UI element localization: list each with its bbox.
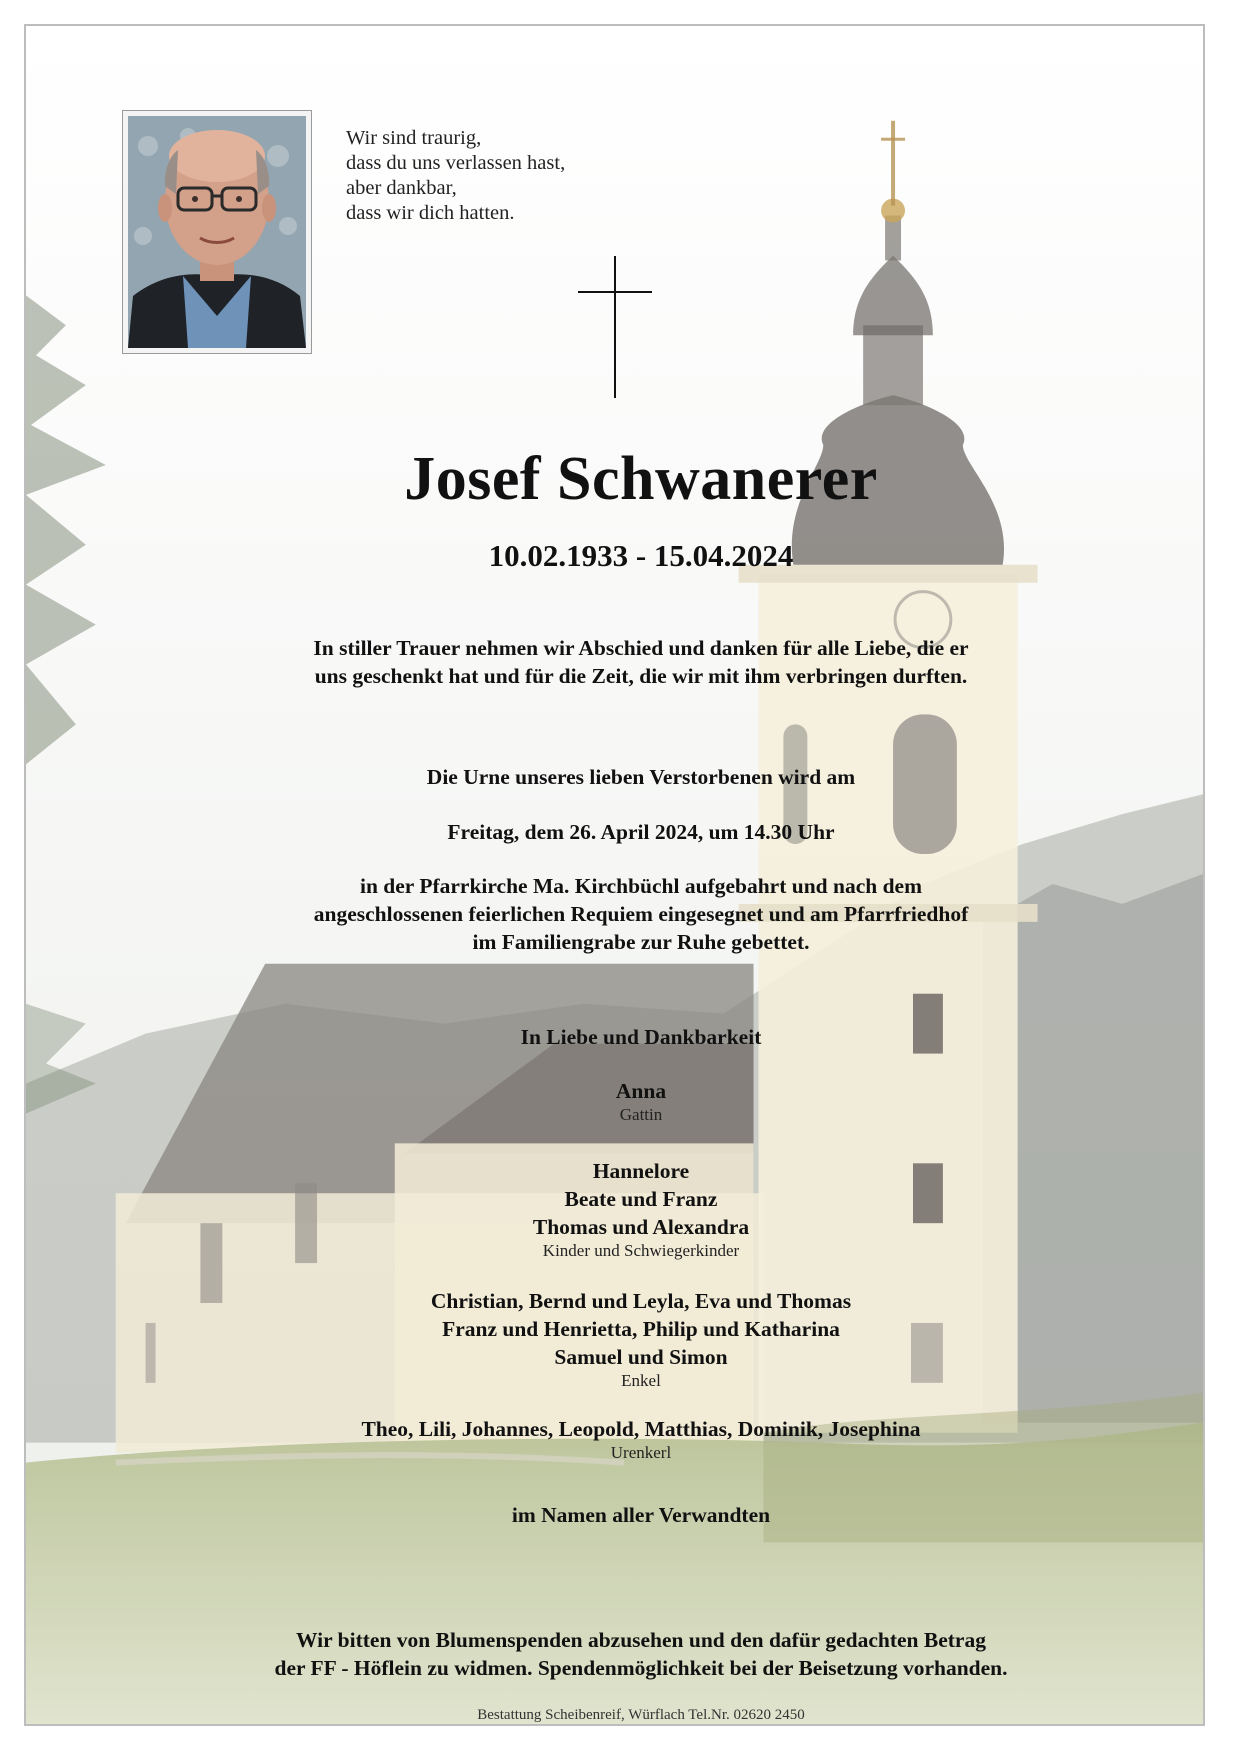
mourner-group-great-grandchildren — [126, 1415, 1156, 1463]
mourner-names: Beate und Franz — [564, 1187, 718, 1211]
donation-line: Wir bitten von Blumenspenden abzusehen und den dafür gedachten Betrag — [296, 1628, 986, 1652]
portrait-image — [128, 116, 306, 348]
ceremony-place — [126, 872, 1156, 956]
mourner-group-spouse — [126, 1077, 1156, 1125]
closing-greeting: In Liebe und Dankbarkeit — [520, 1025, 762, 1049]
ceremony-place-line: in der Pfarrkirche Ma. Kirchbüchl aufgebahrt und nach dem — [359, 874, 922, 898]
poem-line: dass du uns verlassen hast, — [346, 152, 566, 174]
mourner-names: Samuel und Simon — [554, 1345, 728, 1369]
mourner-names: Franz und Henrietta, Philip und Katharina — [442, 1317, 840, 1341]
mourner-group-grandchildren — [126, 1287, 1156, 1391]
intro-line: In stiller Trauer nehmen wir Abschied und danken für alle Liebe, die er — [313, 636, 969, 660]
mourner-names: Hannelore — [592, 1159, 690, 1183]
poem-line: aber dankbar, — [346, 177, 457, 199]
mourner-relation-label: Kinder und Schwiegerkinder — [542, 1241, 740, 1260]
ceremony-intro: Die Urne unseres lieben Verstorbenen wird am — [426, 765, 856, 789]
donation-line: der FF - Höflein zu widmen. Spendenmöglichkeit bei der Beisetzung vorhanden. — [274, 1656, 1008, 1680]
intro-line: uns geschenkt hat und für die Zeit, die wir mit ihm verbringen durften. — [314, 664, 968, 688]
mourner-group-children — [126, 1157, 1156, 1261]
cross-icon — [578, 256, 652, 398]
life-dates: 10.02.1933 - 15.04.2024 — [488, 538, 794, 573]
mourner-relation-label: Urenkerl — [610, 1443, 672, 1462]
mourner-relation-label: Enkel — [621, 1371, 661, 1390]
relatives-line: im Namen aller Verwandten — [511, 1503, 771, 1527]
deceased-name: Josef Schwanerer — [404, 445, 878, 513]
donation-note — [126, 1626, 1156, 1682]
mourner-relation-label: Gattin — [619, 1105, 663, 1124]
poem-line: Wir sind traurig, — [346, 127, 482, 149]
funeral-home-footer: Bestattung Scheibenreif, Würflach Tel.Nr. 02620 2450 — [477, 1707, 805, 1723]
mourner-names: Anna — [615, 1079, 667, 1103]
mourner-names: Christian, Bernd und Leyla, Eva und Thomas — [430, 1289, 852, 1313]
poem-line: dass wir dich hatten. — [346, 202, 515, 224]
intro-text — [126, 634, 1156, 690]
ceremony-date: Freitag, dem 26. April 2024, um 14.30 Uhr — [447, 820, 835, 844]
poem — [346, 126, 706, 226]
ceremony-place-line: angeschlossenen feierlichen Requiem eingesegnet und am Pfarrfriedhof — [313, 902, 969, 926]
mourner-names: Theo, Lili, Johannes, Leopold, Matthias, Dominik, Josephina — [361, 1417, 921, 1441]
portrait-photo — [122, 110, 312, 354]
parte-frame — [24, 24, 1205, 1726]
ceremony-place-line: im Familiengrabe zur Ruhe gebettet. — [472, 930, 810, 954]
mourner-names: Thomas und Alexandra — [532, 1215, 750, 1239]
